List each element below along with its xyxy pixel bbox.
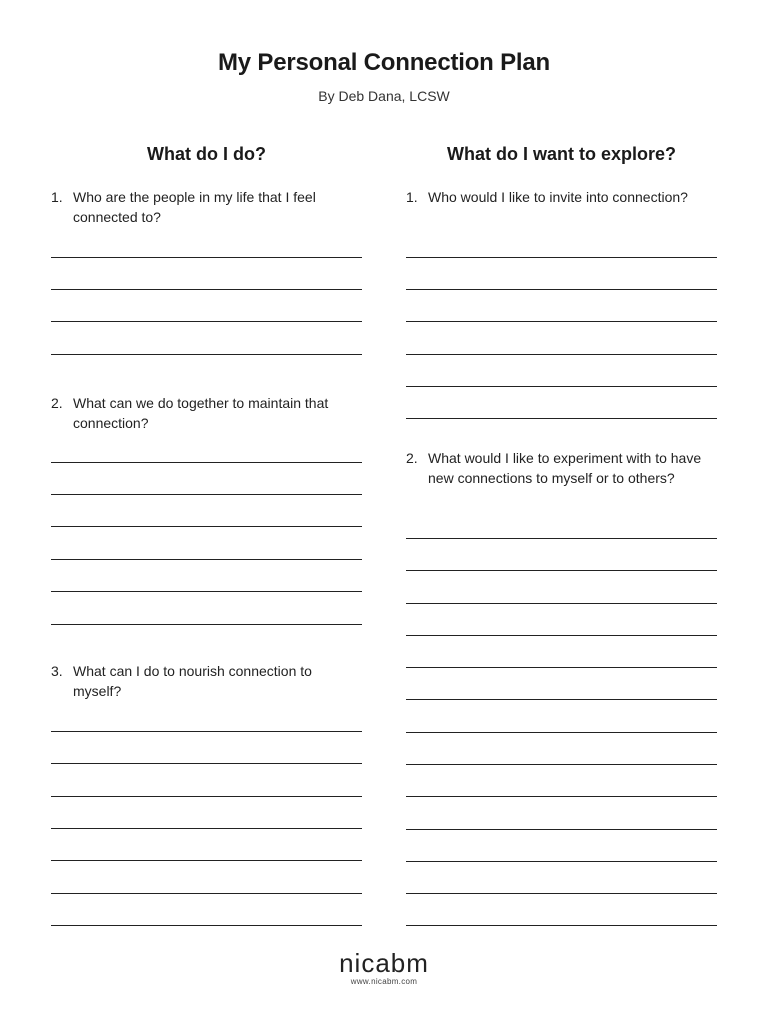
answer-line[interactable] (51, 526, 362, 527)
question-number: 2. (51, 395, 63, 411)
answer-line[interactable] (406, 667, 717, 668)
answer-line[interactable] (406, 635, 717, 636)
question-number: 3. (51, 663, 63, 679)
answer-line[interactable] (51, 860, 362, 861)
answer-line[interactable] (51, 796, 362, 797)
answer-line[interactable] (51, 828, 362, 829)
answer-line[interactable] (406, 386, 717, 387)
answer-line[interactable] (51, 763, 362, 764)
answer-line[interactable] (406, 699, 717, 700)
answer-line[interactable] (406, 829, 717, 830)
answer-line[interactable] (406, 418, 717, 419)
answer-line[interactable] (406, 861, 717, 862)
answer-line[interactable] (51, 462, 362, 463)
answer-line[interactable] (406, 603, 717, 604)
answer-line[interactable] (406, 538, 717, 539)
answer-line[interactable] (406, 289, 717, 290)
question-text: Who would I like to invite into connection? (428, 189, 688, 205)
right-column-heading: What do I want to explore? (447, 144, 676, 164)
answer-line[interactable] (406, 570, 717, 571)
answer-line[interactable] (406, 732, 717, 733)
answer-line[interactable] (406, 925, 717, 926)
question-number: 1. (406, 189, 418, 205)
answer-line[interactable] (51, 321, 362, 322)
answer-line[interactable] (51, 925, 362, 926)
page-title: My Personal Connection Plan (218, 49, 550, 76)
left-question-2 (51, 393, 362, 433)
right-question-1 (406, 187, 717, 207)
question-text: What can I do to nourish connection to myself? (73, 663, 312, 699)
page-subtitle: By Deb Dana, LCSW (318, 88, 450, 104)
answer-line[interactable] (406, 764, 717, 765)
answer-line[interactable] (51, 591, 362, 592)
answer-line[interactable] (51, 354, 362, 355)
answer-line[interactable] (51, 893, 362, 894)
answer-line[interactable] (406, 354, 717, 355)
answer-line[interactable] (406, 796, 717, 797)
answer-line[interactable] (406, 893, 717, 894)
answer-line[interactable] (51, 289, 362, 290)
left-question-1 (51, 187, 362, 227)
answer-line[interactable] (51, 559, 362, 560)
left-column-heading: What do I do? (147, 144, 266, 164)
answer-line[interactable] (51, 731, 362, 732)
answer-line[interactable] (51, 494, 362, 495)
question-text: What would I like to experiment with to have new connections to myself or to others? (428, 450, 702, 486)
answer-line[interactable] (51, 257, 362, 258)
right-question-2 (406, 448, 717, 488)
question-text: What can we do together to maintain that connection? (73, 395, 329, 431)
question-text: Who are the people in my life that I feel connected to? (73, 189, 316, 225)
question-number: 1. (51, 189, 63, 205)
answer-line[interactable] (406, 321, 717, 322)
answer-line[interactable] (51, 624, 362, 625)
brand-logo: nicabm (339, 948, 429, 978)
question-number: 2. (406, 450, 418, 466)
answer-line[interactable] (406, 257, 717, 258)
left-question-3 (51, 661, 362, 701)
brand-url: www.nicabm.com (350, 977, 418, 986)
